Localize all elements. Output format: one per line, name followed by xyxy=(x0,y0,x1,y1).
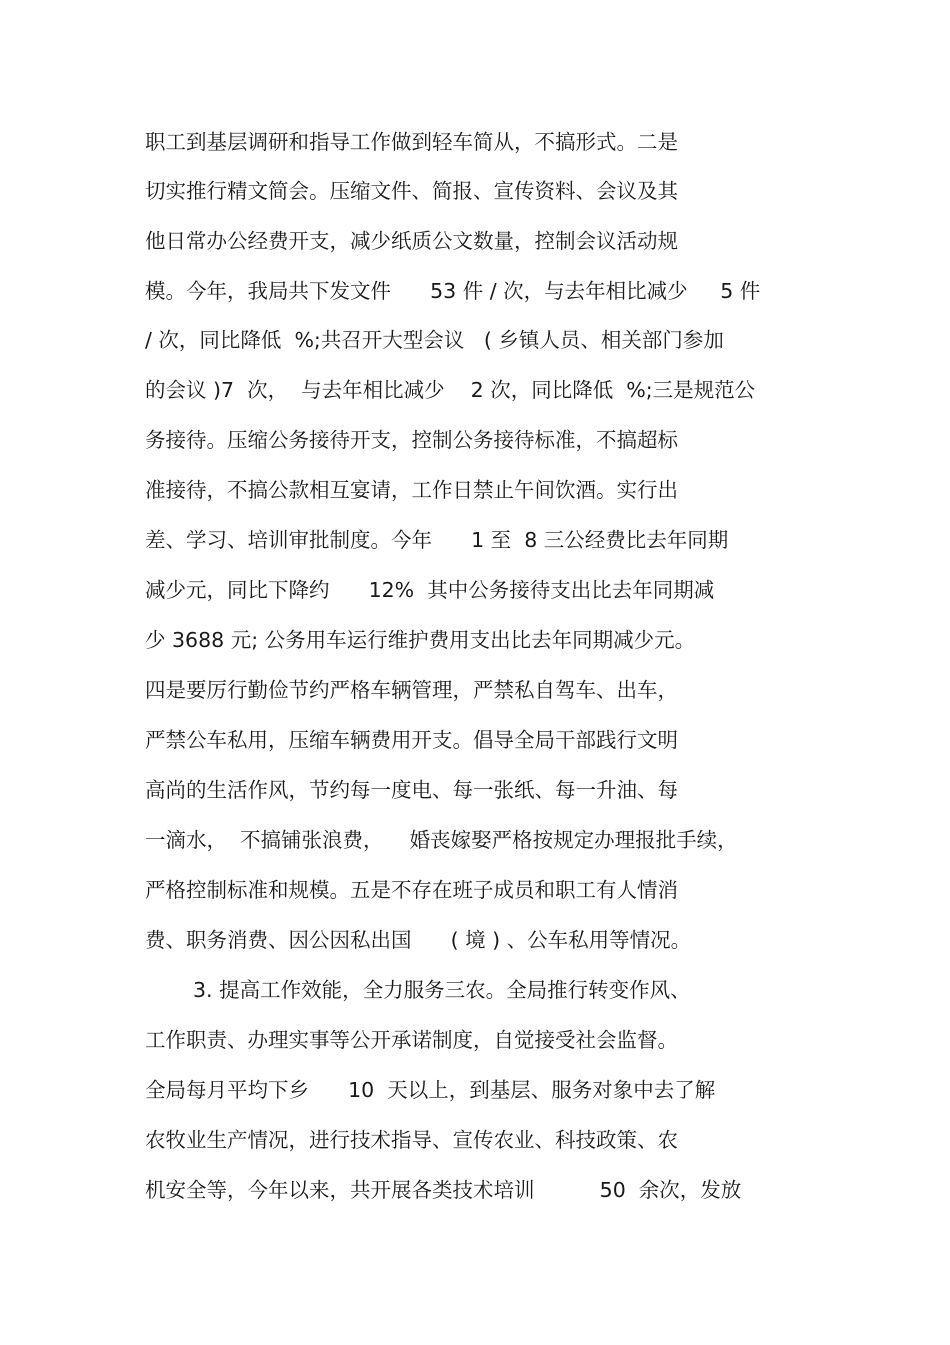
text-line: 工作职责、办理实事等公开承诺制度，自觉接受社会监督。 xyxy=(145,1028,678,1052)
text-line: 他日常办公经费开支，减少纸质公文数量，控制会议活动规 xyxy=(145,229,678,253)
text-line: 少 3688 元; 公务用车运行维护费用支出比去年同期减少元。 xyxy=(145,628,696,652)
section-heading-line: 3. 提高工作效能，全力服务三农。全局推行转变作风、 xyxy=(193,978,691,1002)
text-line: 费、职务消费、因公因私出国 ( 境 ) 、公车私用等情况。 xyxy=(145,928,692,952)
text-line: 准接待，不搞公款相互宴请，工作日禁止午间饮酒。实行出 xyxy=(145,478,678,502)
text-line: 切实推行精文简会。压缩文件、简报、宣传资料、会议及其 xyxy=(145,179,678,203)
text-line: 一滴水， 不搞铺张浪费， 婚丧嫁娶严格按规定办理报批手续， xyxy=(145,828,738,852)
text-line: 的会议 )7 次， 与去年相比减少 2 次，同比降低 %;三是规范公 xyxy=(145,378,756,402)
text-line: / 次，同比降低 %;共召开大型会议 ( 乡镇人员、相关部门参加 xyxy=(145,328,724,352)
text-line: 机安全等，今年以来，共开展各类技术培训 50 余次，发放 xyxy=(145,1178,742,1202)
text-line: 严禁公车私用，压缩车辆费用开支。倡导全局干部践行文明 xyxy=(145,728,678,752)
text-line: 农牧业生产情况，进行技术指导、宣传农业、科技政策、农 xyxy=(145,1128,678,1152)
text-line: 全局每月平均下乡 10 天以上，到基层、服务对象中去了解 xyxy=(145,1078,716,1102)
text-line: 严格控制标准和规模。五是不存在班子成员和职工有人情消 xyxy=(145,878,678,902)
text-line: 减少元，同比下降约 12% 其中公务接待支出比去年同期减 xyxy=(145,578,715,602)
text-line: 务接待。压缩公务接待开支，控制公务接待标准，不搞超标 xyxy=(145,428,678,452)
text-line: 职工到基层调研和指导工作做到轻车简从，不搞形式。二是 xyxy=(145,130,678,154)
text-line: 模。今年，我局共下发文件 53 件 / 次，与去年相比减少 5 件 xyxy=(145,279,761,303)
text-line: 高尚的生活作风，节约每一度电、每一张纸、每一升油、每 xyxy=(145,778,678,802)
text-line: 差、学习、培训审批制度。今年 1 至 8 三公经费比去年同期 xyxy=(145,528,729,552)
text-line: 四是要厉行勤俭节约严格车辆管理，严禁私自驾车、出车， xyxy=(145,678,678,702)
